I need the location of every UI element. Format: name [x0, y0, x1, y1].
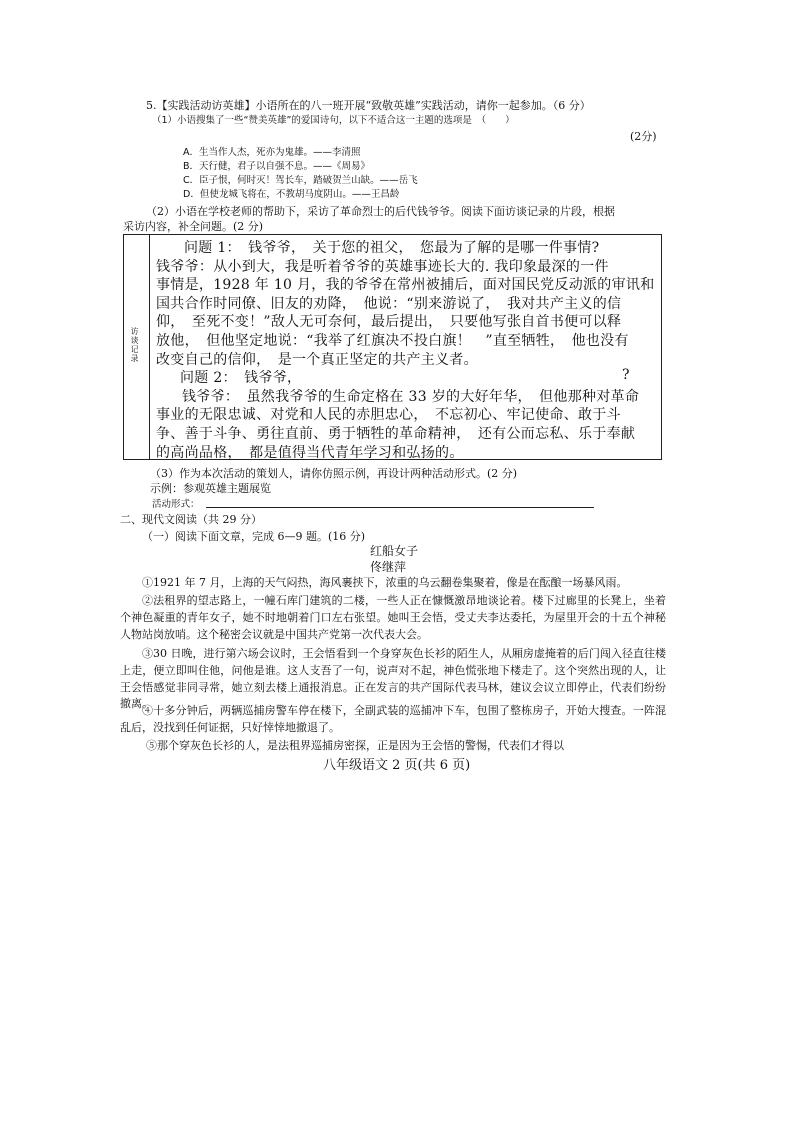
- interview-line: 改变自己的信仰， 是一个真正坚定的共产主义者。: [156, 351, 478, 368]
- article-paragraph: ②法租界的望志路上，一幢石库门建筑的二楼，一些人正在慷慨激昂地谈论着。楼下过廊里的长凳上，坐着个神色凝重的青年女子，她不时地朝着门口左右张望。她叫王会悟，受丈夫李达委托，为屋里开会的十五个神秘人物站岗放哨。这个秘密会议就是中国共产党第一次代表大会。: [120, 594, 666, 641]
- q5-sub1: （1）小语搜集了一些“赞美英雄”的爱国诗句，以下不适合这一主题的选项是 （ ）: [152, 115, 515, 126]
- q5-title: 5.【实践活动访英雄】小语所在的八一班开展“致敬英雄”实践活动，请你一起参加。（6 分）: [146, 99, 591, 112]
- answer-line: [206, 507, 594, 508]
- interview-line: 争、善于斗争、勇往直前、勇于牺牲的革命精神， 还有公而忘私、乐于奉献: [156, 426, 636, 442]
- interview-line: 事情是，1928 年 10 月，我的爷爷在常州被捕后，面对国民党反动派的审讯和: [156, 277, 655, 294]
- interview-line: 问题 1： 钱爷爷， 关于您的祖父， 您最为了解的是哪一件事情?: [184, 240, 600, 256]
- option-d: D．但使龙城飞将在，不教胡马度阴山。——王昌龄: [183, 189, 400, 200]
- section-heading: 二、现代文阅读（共 29 分）: [120, 513, 262, 526]
- section-subheading: （一）阅读下面文章，完成 6—9 题。(16 分): [142, 530, 366, 543]
- option-b: B．天行健，君子以自强不息。——《周易》: [183, 161, 371, 172]
- article-paragraph: ③30 日晚，进行第六场会议时，王会悟看到一个身穿灰色长衫的陌生人，从厢房虚掩着的后门闯入径直往楼上走，便立即叫住他，问他是谁。这人支吾了一句，说声对不起，神色慌张地下楼走了。这个突然出现的人，让王会悟感觉非同寻常，她立刻去楼上通报消息。正在发言的共产国际代表马林，建议会议立即停止，代表们纷纷撤离。: [120, 647, 666, 711]
- interview-line: 钱爷爷： 虽然我爷爷的生命定格在 33 岁的大好年华， 但他那种对革命: [182, 388, 640, 405]
- article-paragraph: ⑤那个穿灰色长衫的人，是法租界巡捕房密探，正是因为王会悟的警惕，代表们才得以: [146, 739, 564, 752]
- page-footer: 八年级语文 2 页(共 6 页): [323, 758, 471, 773]
- article-title: 红船女子: [370, 544, 419, 558]
- article-paragraph: ④十多分钟后，两辆巡捕房警车停在楼下，全副武装的巡捕冲下车，包围了整栋房子，开始大搜查。一阵混乱后，没找到任何证据，只好悻悻地撤退了。: [120, 704, 666, 734]
- q5-sub2-line2: 采访内容，补全问题。(2 分): [123, 220, 264, 233]
- question-2-mark: ?: [622, 367, 630, 384]
- interview-line: 放他， 但他坚定地说：“我举了红旗决不投白旗！ ”直至牺牲， 他也没有: [156, 333, 629, 349]
- interview-line: 仰， 至死不变！”敌人无可奈何，最后提出， 只要他写张自首书便可以释: [156, 314, 622, 331]
- activity-label: 活动形式：: [152, 499, 200, 510]
- article-author: 佟继萍: [370, 560, 407, 574]
- q5-sub2-line1: （2）小语在学校老师的帮助下，采访了革命烈士的后代钱爷爷。阅读下面访谈记录的片段，根据: [146, 205, 615, 218]
- interview-question-2: 问题 2： 钱爷爷，: [180, 370, 302, 387]
- option-c: C．臣子恨，何时灭！驾长车，踏破贺兰山缺。——岳飞: [183, 175, 418, 186]
- interview-line: 事业的无限忠诚、对党和人民的赤胆忠心， 不忘初心、牢记使命、敢于斗: [156, 407, 621, 424]
- interview-line: 的高尚品格， 都是值得当代青年学习和弘扬的。: [156, 444, 464, 461]
- q5-sub1-score: (2分): [630, 130, 657, 143]
- interview-side-label: 访谈记录: [124, 235, 150, 459]
- article-paragraph: ①1921 年 7 月，上海的天气闷热，海风裹挟下，浓重的乌云翻卷集聚着，像是在酝酿一场暴风雨。: [142, 576, 628, 589]
- example-text: 示例：参观英雄主题展览: [150, 482, 271, 495]
- q5-sub3: （3）作为本次活动的策划人，请你仿照示例，再设计两种活动形式。(2 分): [150, 467, 518, 480]
- interview-line: 钱爷爷：从小到大，我是听着爷爷的英雄事迹长大的. 我印象最深的一件: [156, 258, 609, 275]
- interview-line: 国共合作时同僚、旧友的劝降， 他说：“别来游说了， 我对共产主义的信: [156, 295, 622, 312]
- option-a: A．生当作人杰，死亦为鬼雄。——李清照: [183, 147, 361, 158]
